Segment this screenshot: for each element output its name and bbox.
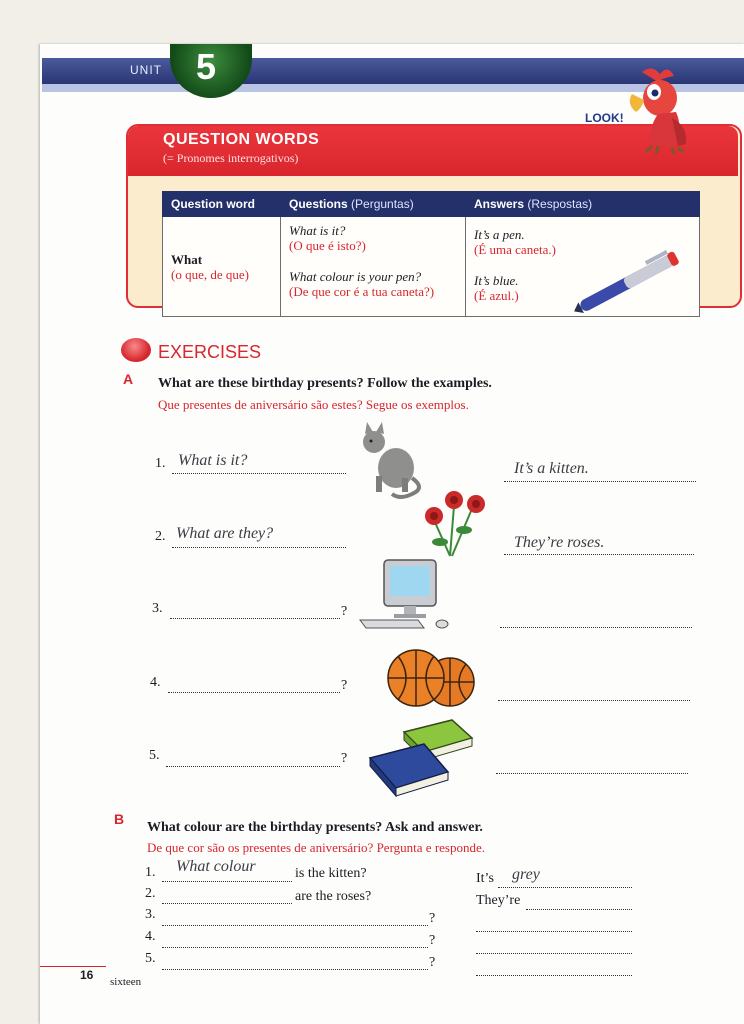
answer-1: It’s a pen. bbox=[474, 227, 525, 242]
answer-line bbox=[172, 472, 346, 474]
answer-line[interactable] bbox=[526, 908, 632, 910]
answer-line[interactable] bbox=[500, 626, 692, 628]
exercises-title: EXERCISES bbox=[158, 342, 262, 362]
exercise-b-item-number: 4. bbox=[145, 929, 156, 944]
page-word: sixteen bbox=[110, 976, 142, 988]
answer-line bbox=[162, 880, 292, 882]
question-1-translation: (O que é isto?) bbox=[289, 238, 366, 253]
table-cell-answers bbox=[466, 217, 700, 317]
pen-icon bbox=[566, 245, 696, 315]
answer-line[interactable] bbox=[476, 952, 632, 954]
roses-icon bbox=[420, 486, 496, 562]
question-mark: ? bbox=[341, 678, 348, 693]
answer-line[interactable] bbox=[496, 772, 688, 774]
exercise-a-item-number: 5. bbox=[149, 748, 160, 763]
answer-line[interactable] bbox=[476, 974, 632, 976]
answer-line[interactable] bbox=[162, 924, 428, 926]
answer-line[interactable] bbox=[162, 968, 428, 970]
exercise-a-item-number: 3. bbox=[152, 601, 163, 616]
answer-line[interactable] bbox=[162, 902, 292, 904]
exercise-a-item-number: 1. bbox=[155, 456, 166, 471]
question-mark: ? bbox=[429, 933, 436, 948]
table-cell-questions bbox=[281, 217, 466, 317]
exercise-b-question-1-rest: is the kitten? bbox=[295, 866, 367, 881]
exercises-bullet bbox=[121, 338, 151, 362]
exercise-b-instruction: What colour are the birthday presents? Ask and answer. bbox=[147, 820, 483, 835]
page-number: 16 bbox=[80, 968, 94, 982]
exercise-a-item-number: 2. bbox=[155, 529, 166, 544]
answer-line[interactable] bbox=[168, 691, 340, 693]
table-header-answers: Answers (Respostas) bbox=[466, 192, 700, 217]
table-header-question-word: Question word bbox=[163, 192, 281, 217]
answer-line[interactable] bbox=[476, 930, 632, 932]
question-2: What colour is your pen? bbox=[289, 269, 422, 284]
exercise-a-item-number: 4. bbox=[150, 675, 161, 690]
unit-number: 5 bbox=[196, 46, 217, 87]
unit-label: UNIT bbox=[130, 63, 162, 77]
cat-icon bbox=[356, 422, 422, 500]
basketballs-icon bbox=[386, 646, 486, 710]
table-header-questions: Questions (Perguntas) bbox=[281, 192, 466, 217]
exercise-a-letter: A bbox=[123, 371, 134, 387]
look-label: LOOK! bbox=[585, 111, 624, 125]
exercise-b-instruction-translation: De que cor são os presentes de aniversário? Pergunta e responde. bbox=[147, 840, 485, 855]
exercise-b-question-2-rest: are the roses? bbox=[295, 889, 372, 904]
question-2-translation: (De que cor é a tua caneta?) bbox=[289, 284, 435, 299]
question-mark: ? bbox=[429, 911, 436, 926]
books-icon bbox=[366, 718, 478, 798]
answer-line[interactable] bbox=[166, 765, 340, 767]
question-mark: ? bbox=[341, 604, 348, 619]
question-words-table bbox=[162, 191, 700, 317]
exercise-b-item-number: 5. bbox=[145, 951, 156, 966]
table-cell-word bbox=[163, 217, 281, 317]
answer-line[interactable] bbox=[162, 946, 428, 948]
parrot-icon bbox=[622, 64, 702, 154]
exercise-b-answer-1[interactable]: grey bbox=[512, 866, 540, 883]
answer-2: It’s blue. bbox=[474, 273, 519, 288]
question-word: What bbox=[171, 251, 203, 267]
exercise-a-question-1[interactable]: What is it? bbox=[178, 452, 248, 469]
question-1: What is it? bbox=[289, 223, 346, 238]
exercise-b-item-number: 1. bbox=[145, 865, 156, 880]
look-subtitle: (= Pronomes interrogativos) bbox=[163, 151, 299, 165]
question-word-translation: (o que, de que) bbox=[171, 266, 249, 282]
answer-line[interactable] bbox=[498, 699, 690, 701]
answer-line bbox=[504, 553, 694, 555]
answer-2-translation: (É azul.) bbox=[474, 288, 519, 303]
exercise-a-instruction-translation: Que presentes de aniversário são estes? Segue os exemplos. bbox=[158, 397, 469, 412]
exercise-a-instruction: What are these birthday presents? Follow the examples. bbox=[158, 376, 492, 391]
answer-line[interactable] bbox=[170, 617, 340, 619]
exercise-b-fill-1[interactable]: What colour bbox=[176, 858, 256, 875]
answer-line bbox=[172, 546, 346, 548]
footer-rule bbox=[40, 966, 106, 967]
question-mark: ? bbox=[341, 751, 348, 766]
answer-line bbox=[498, 886, 632, 888]
question-mark: ? bbox=[429, 955, 436, 970]
exercise-a-answer-2[interactable]: They’re roses. bbox=[514, 534, 605, 551]
computer-icon bbox=[358, 558, 462, 632]
exercise-b-item-number: 2. bbox=[145, 886, 156, 901]
answer-1-translation: (É uma caneta.) bbox=[474, 242, 556, 257]
exercise-a-question-2[interactable]: What are they? bbox=[176, 525, 274, 542]
exercise-a-answer-1[interactable]: It’s a kitten. bbox=[514, 460, 589, 477]
exercise-b-letter: B bbox=[114, 811, 125, 827]
answer-line bbox=[504, 480, 696, 482]
exercise-b-item-number: 3. bbox=[145, 907, 156, 922]
exercise-b-answer-prefix-2: They’re bbox=[476, 893, 521, 908]
exercise-b-answer-prefix-1: It’s bbox=[476, 871, 494, 886]
look-title: QUESTION WORDS bbox=[163, 131, 320, 148]
